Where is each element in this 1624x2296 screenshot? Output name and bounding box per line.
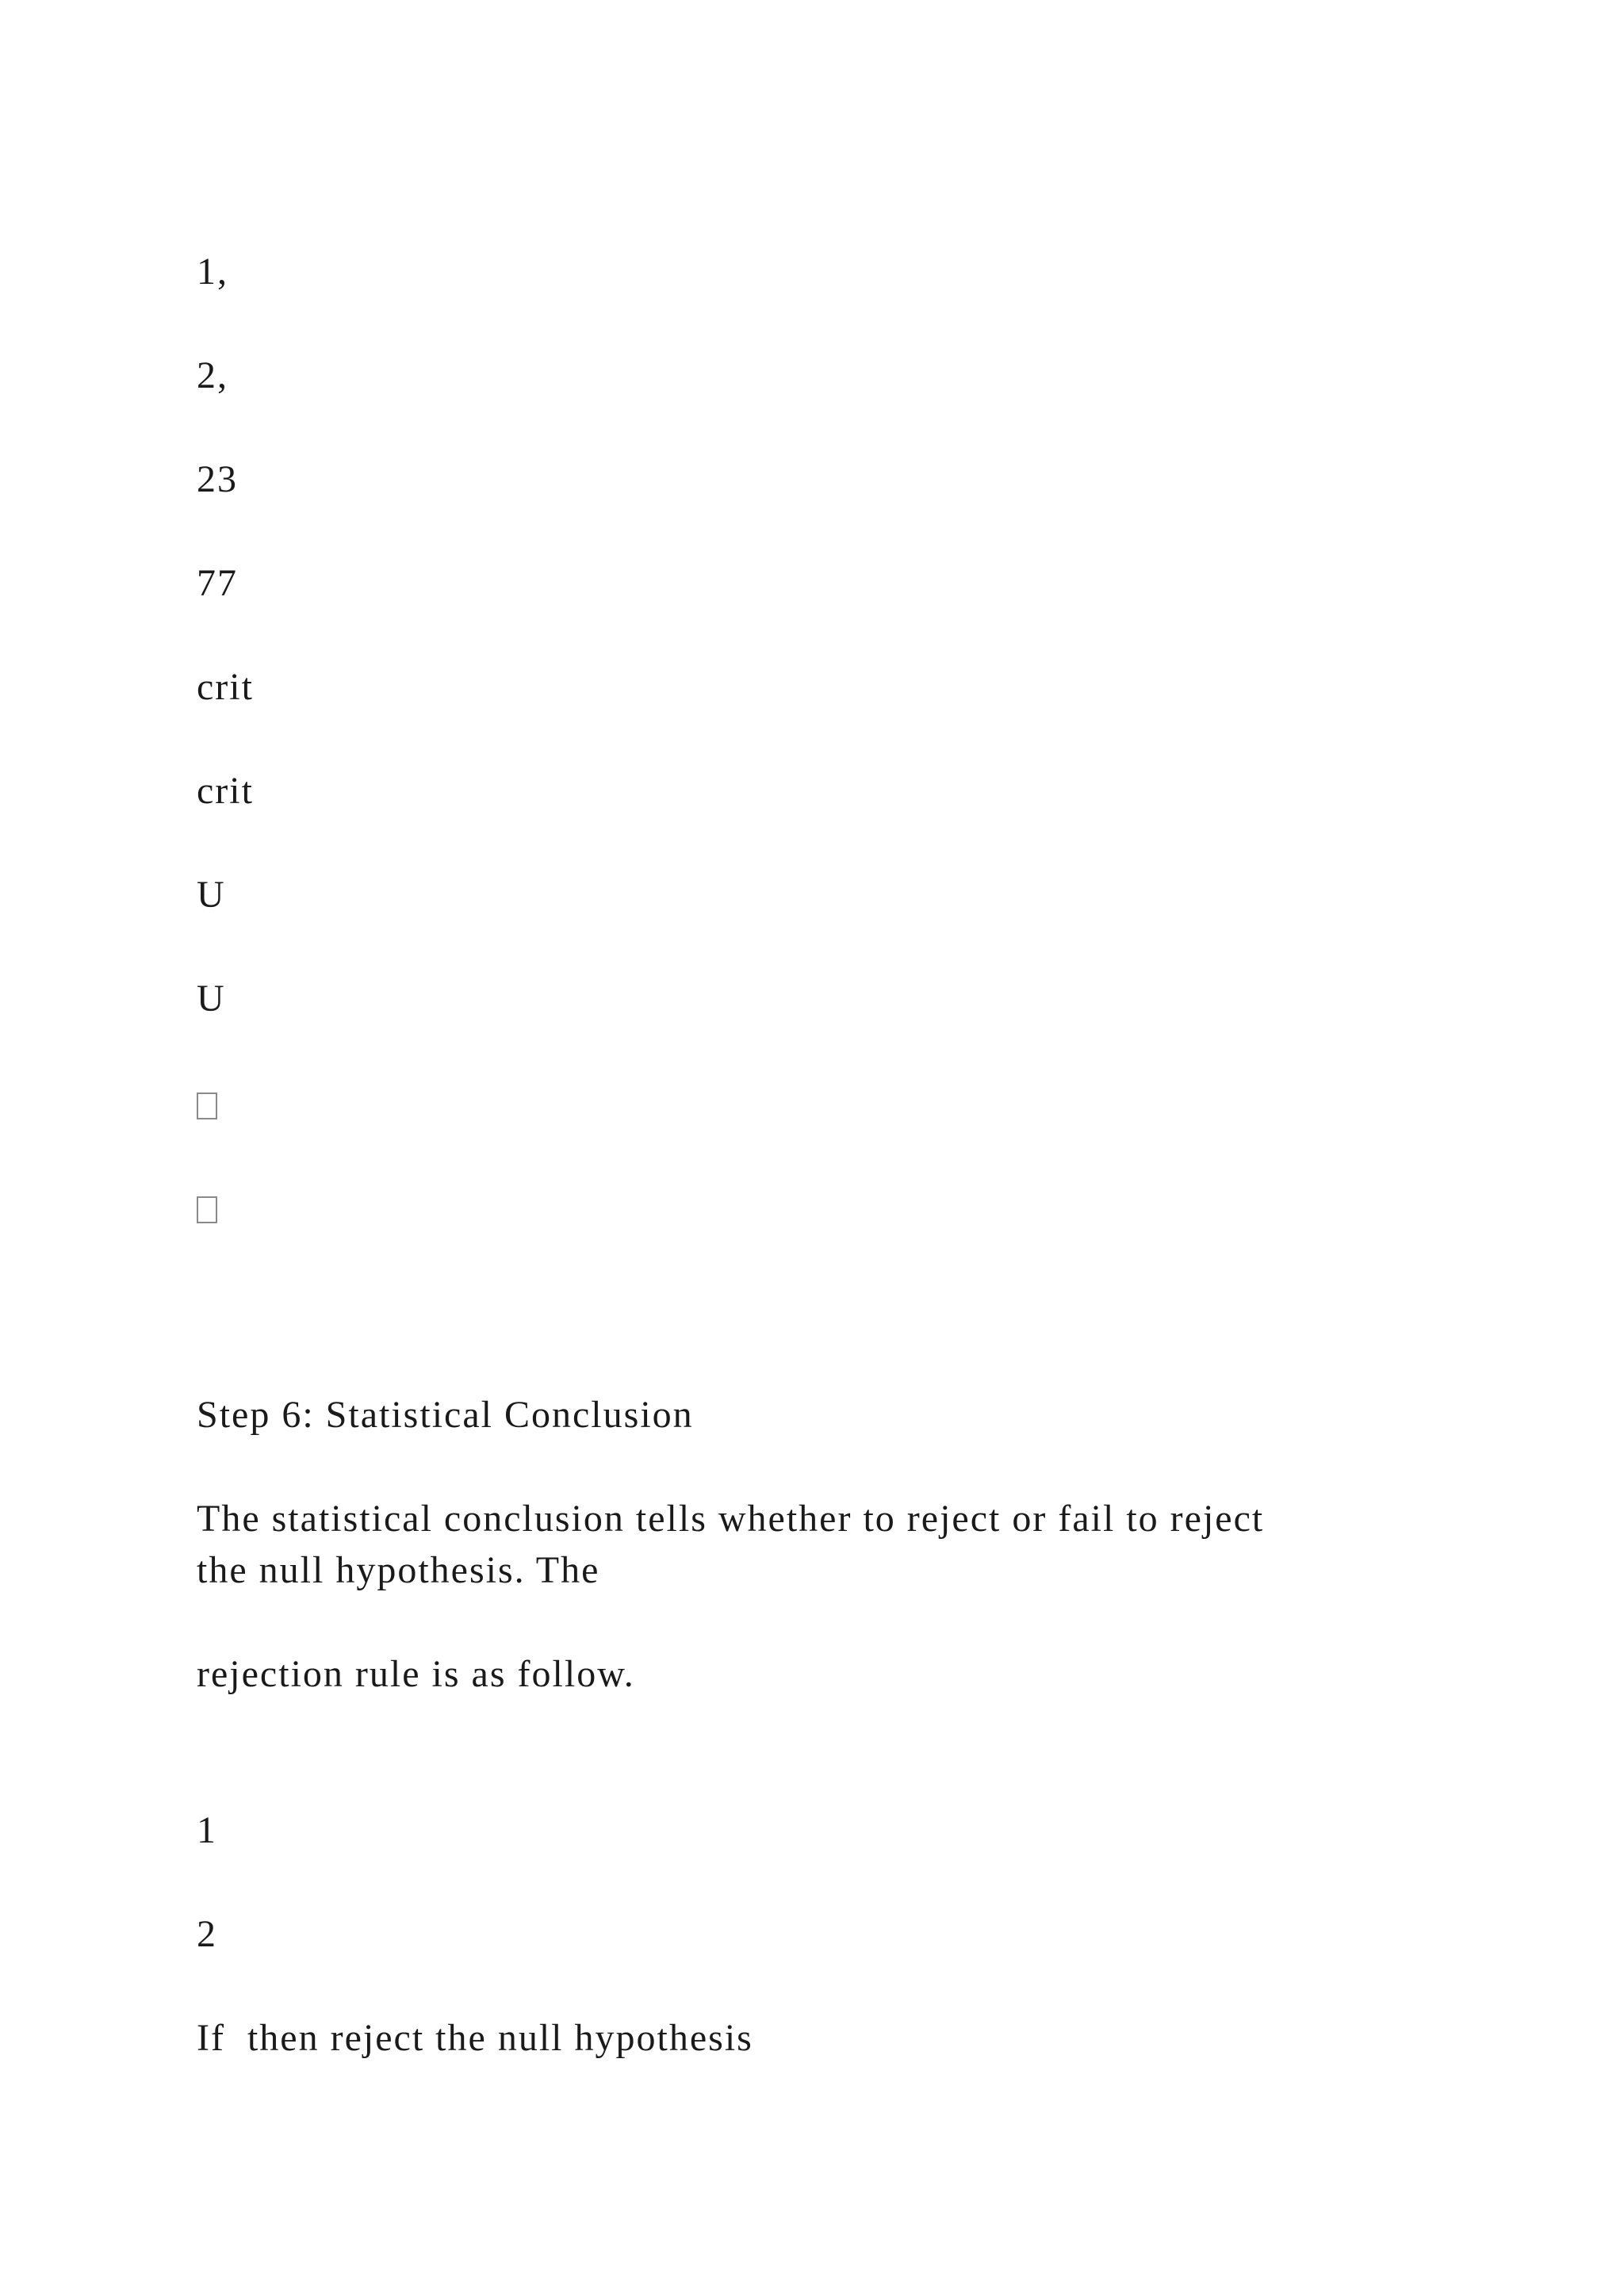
fragment-text: 77 <box>197 562 238 604</box>
fragment-text: 2, <box>197 354 228 396</box>
missing-glyph-icon <box>197 1196 217 1223</box>
fragment-text: 23 <box>197 458 238 500</box>
missing-glyph-icon <box>197 1093 217 1119</box>
paragraph-line: the null hypothesis. The <box>197 1549 600 1591</box>
fragment-text: U <box>197 978 226 1020</box>
rule-fragment-text: 2 <box>197 1913 217 1955</box>
rule-fragment-text: 1 <box>197 1809 217 1851</box>
missing-glyph-line <box>197 1077 217 1129</box>
fragment-text: crit <box>197 666 254 708</box>
rejection-rule-text: If then reject the null hypothesis <box>197 2017 753 2059</box>
paragraph-line: The statistical conclusion tells whether to reject or fail to reject <box>197 1498 1265 1540</box>
section-heading: Step 6: Statistical Conclusion <box>197 1394 694 1436</box>
fragment-text: U <box>197 874 226 916</box>
fragment-text: 1, <box>197 251 228 293</box>
fragment-text: crit <box>197 770 254 812</box>
paragraph-line: rejection rule is as follow. <box>197 1653 635 1695</box>
missing-glyph-line <box>197 1181 217 1233</box>
